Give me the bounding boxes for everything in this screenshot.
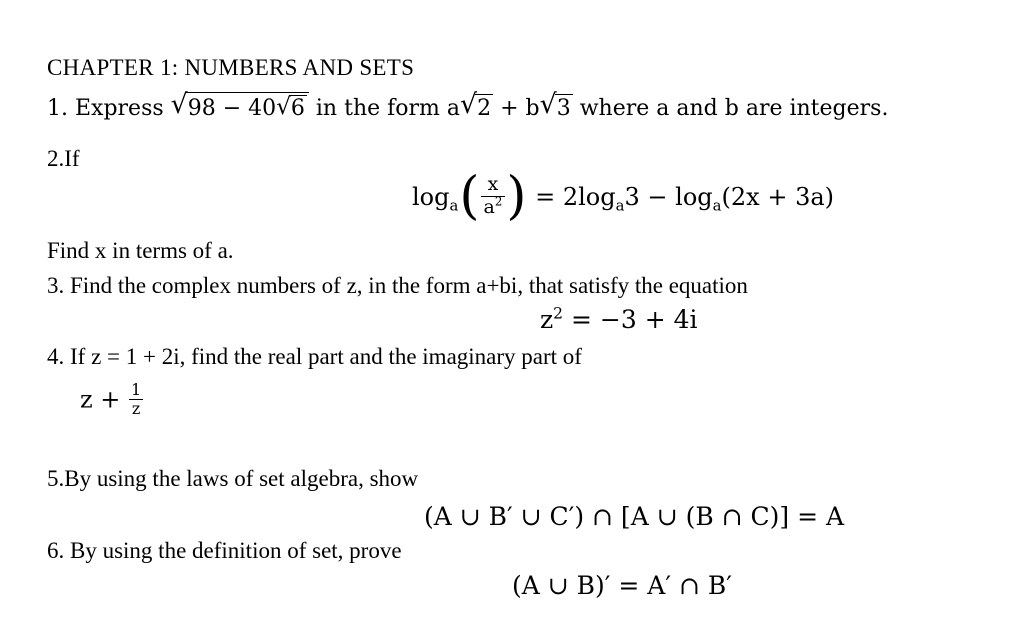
q1-tail-text: where a and b are integers. [572,96,889,121]
fraction-1-over-z [128,381,144,419]
q1-mid-text: in the form a [308,96,460,121]
q1-radicand-inner: 6 [290,96,305,121]
radical-sign: √ [460,89,478,121]
question-5: 5.By using the laws of set algebra, show [47,466,419,491]
fraction-denominator: z [129,399,143,418]
radical-sign: √ [539,89,557,121]
chapter-title: CHAPTER 1: NUMBERS AND SETS [47,55,415,80]
fraction-numerator: x [487,173,499,196]
q1-radicand-pre: 98 − 40 [187,96,277,121]
radical-sqrt3 [539,89,573,121]
equals-sign: = [527,182,563,211]
radical-sign: √ [170,89,188,121]
log-operator: log [412,182,450,211]
question-1 [47,89,889,121]
q1-plus-b: + b [493,96,540,121]
log-base: a [712,196,722,215]
question-2-equation [412,165,835,226]
radical-sign: √ [276,94,291,121]
right-paren: ) [506,165,527,226]
eq3-exponent: 2 [553,304,564,323]
question-2-label: 2.If [47,146,80,171]
eq3-base: z [540,305,554,334]
question-6-equation: (A ∪ B)′ = A′ ∩ B′ [512,571,732,600]
expr4-lead: z + [80,385,129,414]
fraction-denominator [481,196,506,219]
left-paren: ( [459,165,480,226]
term2-coefficient: 2log [562,182,616,211]
term3-argument: (2x + 3a) [721,182,835,211]
term2-argument: 3 [624,182,640,211]
question-6: 6. By using the definition of set, prove [47,538,402,563]
log-base: a [449,196,459,215]
radical-sqrt2 [460,89,493,121]
radical-inner [276,96,307,121]
q1-arg3: 3 [556,96,571,121]
q1-lead-text: 1. Express [47,96,171,121]
question-3-equation [540,305,697,334]
question-4-expression [80,379,144,420]
eq3-rest: = −3 + 4i [563,305,698,334]
fraction-x-over-a2 [481,174,506,219]
radical-outer [170,89,309,121]
question-3: 3. Find the complex numbers of z, in the form a+bi, that satisfy the equation [47,273,748,298]
fraction-numerator: 1 [131,379,142,399]
question-5-equation: (A ∪ B′ ∪ C′) ∩ [A ∪ (B ∩ C)] = A [424,502,845,531]
minus-sign: − [639,182,676,211]
denominator-base: a [483,196,495,219]
log-operator: log [675,182,713,211]
log-base: a [615,196,625,215]
q1-arg2: 2 [477,96,492,121]
denominator-exponent: 2 [494,195,503,209]
question-2-followup: Find x in terms of a. [47,238,234,263]
question-4: 4. If z = 1 + 2i, find the real part and the imaginary part of [47,344,582,369]
